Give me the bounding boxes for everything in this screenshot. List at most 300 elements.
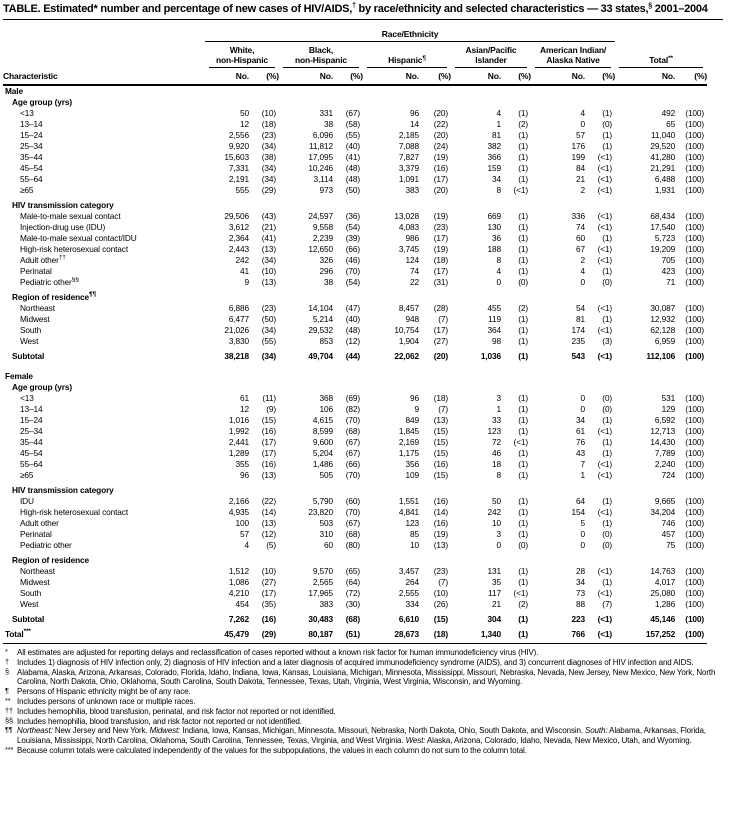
pct-cell: (12) [345,336,360,346]
pct-cell: (<1) [513,588,528,598]
table-row [3,540,707,551]
table-row [3,163,707,174]
row-label-text: Midwest [20,314,50,324]
table-row [3,415,707,426]
hiv-aids-table [3,20,707,644]
pct-cell: (1) [518,336,528,346]
pct-header-cell: (%) [333,68,363,85]
pct-cell: (44) [345,351,360,361]
num-cell: 4,935 [228,507,249,517]
num-cell: 4,210 [228,588,249,598]
subsection-row [3,196,707,211]
num-cell: 61 [576,426,585,436]
num-cell: 2,556 [228,130,249,140]
num-cell: 57 [240,529,249,539]
group-label-sup: ** [668,54,673,62]
num-cell: 45,479 [205,625,249,644]
pct-cell: (51) [333,625,363,644]
num-cell: 80,187 [279,625,333,644]
num-cell: 492 [661,108,676,118]
pct-cell: (100) [685,496,705,506]
num-cell: 986 [405,233,419,243]
num-cell: 8 [496,185,501,195]
pct-cell: (34) [261,174,276,184]
pct-cell: (23) [433,566,448,576]
blank-cell [3,20,205,42]
row-label-text: West [20,336,39,346]
title-years: 2001–2004 [654,3,708,15]
row-label-text: <13 [20,393,34,403]
footnote-text: Includes hemophilia, blood transfusion, and risk factor not reported or not identified. [17,716,302,726]
num-cell: 14 [410,119,419,129]
row-label-text: Pediatric other [20,540,72,550]
pct-cell: (70) [345,266,360,276]
pct-cell: (100) [685,415,705,425]
row-label [3,529,205,540]
pct-cell: (70) [345,415,360,425]
pct-cell: (82) [345,404,360,414]
num-cell: 0 [496,277,501,287]
pct-cell: (1) [518,393,528,403]
num-cell: 235 [571,336,585,346]
num-cell: 9,600 [312,437,333,447]
num-cell: 41 [240,266,249,276]
table-row [3,404,707,415]
pct-cell: (67) [345,108,360,118]
blank-cell [3,42,205,69]
row-label-text: Male-to-male sexual contact [20,211,121,221]
num-cell: 61 [240,393,249,403]
num-cell: 304 [487,614,501,624]
num-cell: 36 [492,233,501,243]
row-label [3,518,205,529]
pct-cell: (0) [602,393,613,403]
table-body [3,85,707,644]
pct-cell: (1) [518,577,528,587]
footnote-text: Indiana, Iowa, Kansas, Michigan, Minnesota, Missouri, Nebraska, North Dakota, Ohio, South Dakota, and Wisconsin. [180,726,586,736]
pct-cell: (1) [518,518,528,528]
pct-cell: (100) [685,211,705,221]
table-row [3,437,707,448]
num-cell: 57 [576,130,585,140]
num-cell: 81 [492,130,501,140]
row-label [3,625,205,644]
pct-cell: (48) [345,163,360,173]
footnote [5,648,723,658]
footnote-marker: †† [5,705,13,715]
num-cell: 310 [319,529,333,539]
pct-cell: (43) [261,211,276,221]
num-cell: 457 [661,529,676,539]
group-label-line2: Islander [475,54,507,65]
pct-cell: (17) [433,325,448,335]
row-label [3,222,205,233]
row-label-sup: *** [23,628,31,635]
pct-cell: (50) [345,185,360,195]
num-cell: 100 [235,518,249,528]
pct-cell: (7) [438,577,448,587]
pct-cell: (<1) [597,152,613,162]
pct-cell: (100) [685,303,705,313]
pct-cell: (<1) [597,507,613,517]
row-label [3,244,205,255]
table-row [3,211,707,222]
num-cell: 8 [496,470,501,480]
num-cell: 4,841 [398,507,419,517]
pct-cell: (1) [518,448,528,458]
row-label [3,448,205,459]
num-cell: 368 [319,393,333,403]
pct-cell: (15) [433,448,448,458]
pct-cell: (29) [249,625,279,644]
footnote-text: West: [405,736,426,746]
footnotes [3,648,723,756]
pct-cell: (<1) [597,566,613,576]
pct-cell: (<1) [597,185,613,195]
row-label-sup: ¶¶ [89,291,97,298]
pct-cell: (34) [261,255,276,265]
num-cell: 21 [492,599,501,609]
num-cell: 22,062 [394,351,419,361]
num-cell: 74 [576,222,585,232]
num-cell: 35 [492,577,501,587]
num-cell: 12 [240,404,249,414]
pct-cell: (23) [261,303,276,313]
num-cell: 38 [324,277,333,287]
num-cell: 96 [240,470,249,480]
num-cell: 29,520 [650,141,676,151]
pct-cell: (1) [518,174,528,184]
pct-cell: (15) [433,614,448,624]
row-label [3,108,205,119]
pct-cell: (46) [345,255,360,265]
num-cell: 326 [319,255,333,265]
pct-cell: (1) [518,233,528,243]
pct-cell: (15) [433,437,448,447]
pct-cell: (1) [518,255,528,265]
pct-cell: (39) [345,233,360,243]
num-cell: 1 [496,404,501,414]
column-groups-row [3,42,707,69]
pct-cell: (7) [438,404,448,414]
footnote-text: All estimates are adjusted for reporting delays and reclassification of cases reported without a known risk factor for human immunodeficiency virus (HIV). [17,648,539,657]
num-cell: 9,570 [312,566,333,576]
num-cell: 705 [661,255,676,265]
footnote-text: Because column totals were calculated independently of the values for the subpopulations, the values in each column do not sum to the column total. [17,745,527,755]
pct-cell: (67) [345,448,360,458]
num-cell: 5,723 [654,233,676,243]
row-label [3,551,707,566]
num-cell: 112,106 [646,351,676,361]
num-cell: 364 [487,325,501,335]
num-cell: 2 [580,255,585,265]
footnote [5,687,723,697]
pct-cell: (28) [433,303,448,313]
table-row [3,393,707,404]
pct-cell: (34) [261,141,276,151]
subheader-row [3,68,707,85]
pct-cell: (3) [602,336,613,346]
row-label-text: Male-to-male sexual contact/IDU [20,233,137,243]
pct-cell: (100) [685,325,705,335]
pct-cell: (20) [433,351,448,361]
num-cell: 0 [580,119,585,129]
row-label-text: 13–14 [20,404,43,414]
pct-cell: (80) [345,540,360,550]
pct-cell: (100) [685,507,705,517]
pct-cell: (<1) [597,244,613,254]
pct-cell: (22) [433,119,448,129]
num-cell: 7 [580,459,585,469]
pct-cell: (17) [261,588,276,598]
num-cell: 3,457 [398,566,419,576]
pct-cell: (34) [261,163,276,173]
num-cell: 17,965 [308,588,333,598]
num-cell: 96 [410,393,419,403]
row-label [3,393,205,404]
num-cell: 15,603 [224,152,249,162]
num-cell: 4 [580,108,585,118]
num-cell: 3,830 [228,336,249,346]
num-cell: 71 [666,277,676,287]
no-header-cell: No. [451,68,501,85]
row-label-text: Age group (yrs) [12,97,72,107]
num-cell: 223 [571,614,585,624]
pct-cell: (40) [345,314,360,324]
table-row [3,459,707,470]
row-label [3,163,205,174]
pct-cell: (1) [518,141,528,151]
num-cell: 5,204 [312,448,333,458]
pct-cell: (16) [433,496,448,506]
num-cell: 12,932 [650,314,676,324]
num-cell: 5,214 [312,314,333,324]
num-cell: 21,291 [650,163,676,173]
pct-cell: (1) [518,351,528,361]
num-cell: 1,512 [228,566,249,576]
pct-cell: (68) [345,426,360,436]
pct-cell: (0) [518,540,528,550]
row-label [3,130,205,141]
table-row [3,244,707,255]
pct-cell: (1) [602,448,613,458]
row-label [3,362,707,382]
num-cell: 38,218 [224,351,249,361]
row-label [3,577,205,588]
pct-cell: (13) [261,518,276,528]
num-cell: 3,114 [313,174,333,184]
footnote-marker: * [5,647,8,656]
num-cell: 1,340 [451,625,501,644]
pct-cell: (19) [433,529,448,539]
footnote-text: Northeast: [17,726,53,736]
pct-cell: (10) [433,588,448,598]
row-label [3,303,205,314]
num-cell: 7,262 [228,614,249,624]
pct-cell: (<1) [513,185,528,195]
num-cell: 14,104 [308,303,333,313]
pct-cell: (1) [602,577,613,587]
num-cell: 454 [235,599,249,609]
num-cell: 4 [496,108,501,118]
row-label [3,404,205,415]
num-cell: 1,931 [654,185,676,195]
total-row [3,625,707,644]
pct-cell: (18) [261,119,276,129]
pct-cell: (<1) [597,222,613,232]
num-cell: 9,558 [312,222,333,232]
num-cell: 1,904 [398,336,419,346]
pct-cell: (100) [685,130,705,140]
table-row [3,470,707,481]
num-cell: 0 [580,393,585,403]
num-cell: 6,488 [654,174,676,184]
num-cell: 129 [661,404,676,414]
row-label-text: Midwest [20,577,50,587]
pct-cell: (<1) [597,351,613,361]
table-row [3,336,707,347]
pct-cell: (16) [261,459,276,469]
pct-cell: (1) [518,459,528,469]
num-cell: 3 [496,393,501,403]
num-cell: 6,959 [654,336,676,346]
num-cell: 7,088 [398,141,419,151]
footnote-marker: § [5,666,9,676]
table-row [3,185,707,196]
pct-cell: (<1) [513,437,528,447]
num-cell: 366 [487,152,501,162]
pct-cell: (1) [518,266,528,276]
row-label-text: Injection-drug use (IDU) [20,222,106,232]
num-cell: 157,252 [615,625,675,644]
pct-cell: (15) [261,415,276,425]
num-cell: 21 [576,174,585,184]
num-cell: 50 [492,496,501,506]
num-cell: 1,091 [398,174,419,184]
row-label [3,481,707,496]
pct-cell: (100) [675,625,707,644]
pct-cell: (17) [261,448,276,458]
table-row [3,496,707,507]
num-cell: 4 [496,266,501,276]
num-cell: 2 [580,185,585,195]
row-label [3,610,205,625]
pct-cell: (100) [685,314,705,324]
row-label-text: 55–64 [20,459,43,469]
title-section-mark: § [648,2,652,10]
pct-cell: (1) [518,163,528,173]
num-cell: 68,434 [650,211,676,221]
pct-cell: (19) [433,152,448,162]
table-row [3,222,707,233]
pct-cell: (15) [433,426,448,436]
pct-cell: (69) [345,393,360,403]
pct-cell: (100) [685,437,705,447]
num-cell: 264 [405,577,419,587]
num-cell: 948 [405,314,419,324]
row-label [3,233,205,244]
pct-cell: (16) [433,459,448,469]
num-cell: 8,457 [398,303,419,313]
no-header-cell: No. [279,68,333,85]
no-header-cell: No. [615,68,675,85]
pct-cell: (48) [345,174,360,184]
table-row [3,119,707,130]
row-label [3,347,205,362]
num-cell: 0 [580,277,585,287]
pct-cell: (1) [501,625,531,644]
pct-cell: (100) [685,119,705,129]
pct-cell: (1) [602,314,613,324]
num-cell: 382 [487,141,501,151]
num-cell: 60 [576,233,585,243]
num-cell: 34 [576,577,585,587]
num-cell: 131 [487,566,501,576]
pct-cell: (22) [261,496,276,506]
num-cell: 11,812 [308,141,333,151]
column-group-black [279,42,363,69]
num-cell: 29,532 [308,325,333,335]
footnote-marker: *** [5,744,14,754]
pct-cell: (1) [518,211,528,221]
pct-cell: (100) [685,459,705,469]
group-label-line2: non-Hispanic [294,54,348,65]
pct-cell: (17) [433,266,448,276]
num-cell: 28,673 [363,625,419,644]
pct-cell: (50) [261,314,276,324]
num-cell: 724 [661,470,676,480]
num-cell: 1,486 [312,459,333,469]
num-cell: 14,763 [650,566,676,576]
pct-cell: (23) [261,130,276,140]
num-cell: 1,175 [398,448,419,458]
pct-header-cell: (%) [675,68,707,85]
num-cell: 10 [492,518,501,528]
row-label-text: Adult other [20,518,59,528]
pct-cell: (5) [266,540,276,550]
table-title [3,3,723,16]
num-cell: 2,443 [228,244,249,254]
num-cell: 60 [324,540,333,550]
pct-cell: (1) [518,415,528,425]
num-cell: 6,610 [398,614,419,624]
section-row [3,362,707,382]
row-label [3,437,205,448]
num-cell: 24,597 [308,211,333,221]
num-cell: 0 [580,540,585,550]
table-row [3,152,707,163]
num-cell: 9 [414,404,419,414]
num-cell: 503 [319,518,333,528]
num-cell: 74 [410,266,419,276]
num-cell: 4,615 [312,415,333,425]
footnote [5,746,723,756]
pct-cell: (100) [685,152,705,162]
num-cell: 746 [661,518,676,528]
row-label-text: 55–64 [20,174,43,184]
pct-cell: (<1) [597,614,613,624]
num-cell: 9,920 [228,141,249,151]
characteristic-header-cell: Characteristic [3,68,205,85]
pct-cell: (23) [433,222,448,232]
footnote-marker: §§ [5,715,13,725]
pct-cell: (16) [261,614,276,624]
num-cell: 2,555 [398,588,419,598]
pct-cell: (60) [345,496,360,506]
row-label-text: ≥65 [20,470,34,480]
pct-cell: (55) [345,130,360,140]
pct-cell: (66) [345,459,360,469]
